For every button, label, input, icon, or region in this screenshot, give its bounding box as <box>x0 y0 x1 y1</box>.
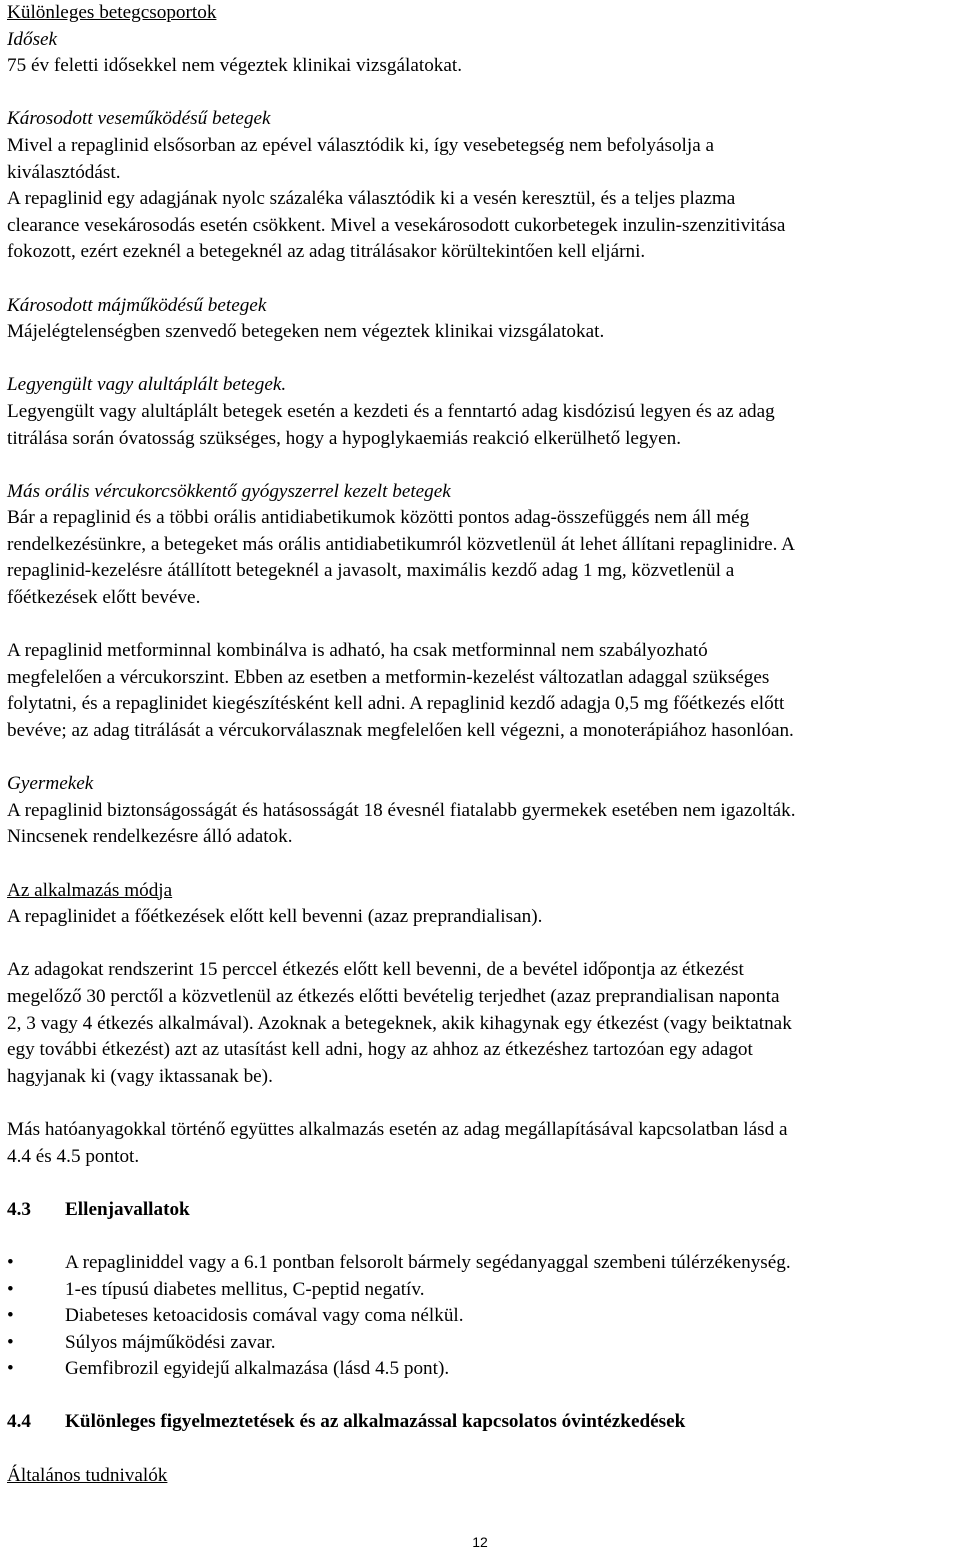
section-heading-title: Ellenjavallatok <box>65 1198 190 1220</box>
renal-text-line: clearance vesekárosodás esetén csökkent. Mivel a vesekárosodott cukorbetegek inzulin-szenzitivitása <box>7 214 786 236</box>
bullet-icon: • <box>7 1331 14 1353</box>
contraindication-item <box>7 1303 955 1330</box>
contraindication-text: 1-es típusú diabetes mellitus, C-peptid negatív. <box>65 1278 425 1300</box>
renal-text-line: kiválasztódást. <box>7 161 121 183</box>
section-number: 4.4 <box>7 1411 31 1433</box>
contraindication-item <box>7 1356 955 1383</box>
hepatic-text: Májelégtelenségben szenvedő betegeken nem végeztek klinikai vizsgálatokat. <box>7 321 605 343</box>
debilitated-text-line: Legyengült vagy alultáplált betegek esetén a kezdeti és a fenntartó adag kisdózisú legyen és az adag <box>7 400 775 422</box>
other-oral-text-line: rendelkezésünkre, a betegeket más orális antidiabetikumról közvetlenül át lehet állítani repaglinidre. A <box>7 533 795 555</box>
general-info-title: Általános tudnivalók <box>7 1464 168 1486</box>
contraindication-item <box>7 1250 955 1277</box>
contraindication-text: Súlyos májműködési zavar. <box>65 1331 276 1353</box>
metformin-text-line: A repaglinid metforminnal kombinálva is adható, ha csak metforminnal nem szabályozható <box>7 640 708 662</box>
contraindication-text: Gemfibrozil egyidejű alkalmazása (lásd 4.5 pont). <box>65 1358 450 1380</box>
interaction-text-line: Más hatóanyagokkal történő együttes alkalmazás esetén az adag megállapításával kapcsolatban lásd a <box>7 1118 788 1140</box>
elderly-title: Idősek <box>7 28 58 50</box>
metformin-text-line: bevéve; az adag titrálását a vércukorválasznak megfelelően kell végezni, a monoterápiához hasonlóan. <box>7 720 794 742</box>
renal-text-line: fokozott, ezért ezeknél a betegeknél az adag titrálásakor körültekintően kell eljárni. <box>7 241 646 263</box>
renal-text-line: A repaglinid egy adagjának nyolc százaléka választódik ki a vesén keresztül, és a teljes plazma <box>7 188 736 210</box>
other-oral-text-line: főétkezések előtt bevéve. <box>7 587 201 609</box>
interaction-text-line: 4.4 és 4.5 pontot. <box>7 1145 140 1167</box>
metformin-text-line: megfelelően a vércukorszint. Ebben az esetben a metformin-kezelést változatlan adaggal szükséges <box>7 666 770 688</box>
debilitated-title: Legyengült vagy alultáplált betegek. <box>7 374 287 396</box>
metformin-text-line: folytatni, és a repaglinidet kiegészítésként kell adni. A repaglinid kezdő adagja 0,5 mg főétkezés előtt <box>7 693 785 715</box>
hepatic-title: Károsodott májműködésű betegek <box>7 294 267 316</box>
bullet-icon: • <box>7 1358 14 1380</box>
contraindication-text: A repaglinіddel vagy a 6.1 pontban felsorolt bármely segédanyaggal szembeni túlérzékenység. <box>65 1251 791 1273</box>
contraindication-item <box>7 1277 955 1304</box>
section-heading-title: Különleges figyelmeztetések és az alkalmazással kapcsolatos óvintézkedések <box>65 1411 686 1433</box>
page-number: 12 <box>472 1534 488 1550</box>
timing-text-line: 2, 3 vagy 4 étkezés alkalmával). Azoknak a betegeknek, akik kihagynak egy étkezést (vagy beiktatnak <box>7 1012 792 1034</box>
timing-text-line: Az adagokat rendszerint 15 perccel étkezés előtt kell bevenni, de a bevétel időpontja az étkezést <box>7 959 744 981</box>
administration-text: A repaglinidet a főétkezések előtt kell bevenni (azaz preprandialisan). <box>7 906 543 928</box>
bullet-icon: • <box>7 1305 14 1327</box>
renal-title: Károsodott veseműködésű betegek <box>7 108 271 130</box>
other-oral-text-line: repaglinid-kezelésre átállított betegeknél a javasolt, maximális kezdő adag 1 mg, közvetlenül a <box>7 560 735 582</box>
document-page <box>7 0 955 1489</box>
timing-text-line: egy további étkezést) azt az utasítást kell adni, hogy az ahhoz az étkezéshez tartozóan egy adagot <box>7 1039 753 1061</box>
children-text-line: Nincsenek rendelkezésre álló adatok. <box>7 826 293 848</box>
contraindication-item <box>7 1330 955 1357</box>
elderly-text: 75 év feletti idősekkel nem végeztek klinikai vizsgálatokat. <box>7 55 463 77</box>
bullet-icon: • <box>7 1278 14 1300</box>
bullet-icon: • <box>7 1251 14 1273</box>
section-4-3-heading <box>7 1197 955 1224</box>
timing-text-line: megelőző 30 perctől a közvetlenül az étkezés előtti bevételig terjedhet (azaz preprandialisan naponta <box>7 985 780 1007</box>
other-oral-title: Más orális vércukorcsökkentő gyógyszerrel kezelt betegek <box>7 480 451 502</box>
contraindication-text: Diabeteses ketoacidosis comával vagy coma nélkül. <box>65 1305 464 1327</box>
section-title: Különleges betegcsoportok <box>7 2 217 23</box>
other-oral-text-line: Bár a repaglinid és a többi orális antidiabetikumok közötti pontos adag-összefüggés nem áll még <box>7 507 750 529</box>
renal-text-line: Mivel a repaglinid elsősorban az epével választódik ki, így vesebetegség nem befolyásolja a <box>7 134 715 156</box>
section-number: 4.3 <box>7 1198 31 1220</box>
section-4-4-heading <box>7 1409 955 1436</box>
children-text-line: A repaglinid biztonságosságát és hatásosságát 18 évesnél fiatalabb gyermekek esetében nem igazolták. <box>7 799 796 821</box>
debilitated-text-line: titrálása során óvatosság szükséges, hogy a hypoglykaemiás reakció elkerülhető legyen. <box>7 427 682 449</box>
children-title: Gyermekek <box>7 773 94 795</box>
timing-text-line: hagyjanak ki (vagy iktassanak be). <box>7 1065 273 1087</box>
administration-title: Az alkalmazás módja <box>7 879 173 901</box>
